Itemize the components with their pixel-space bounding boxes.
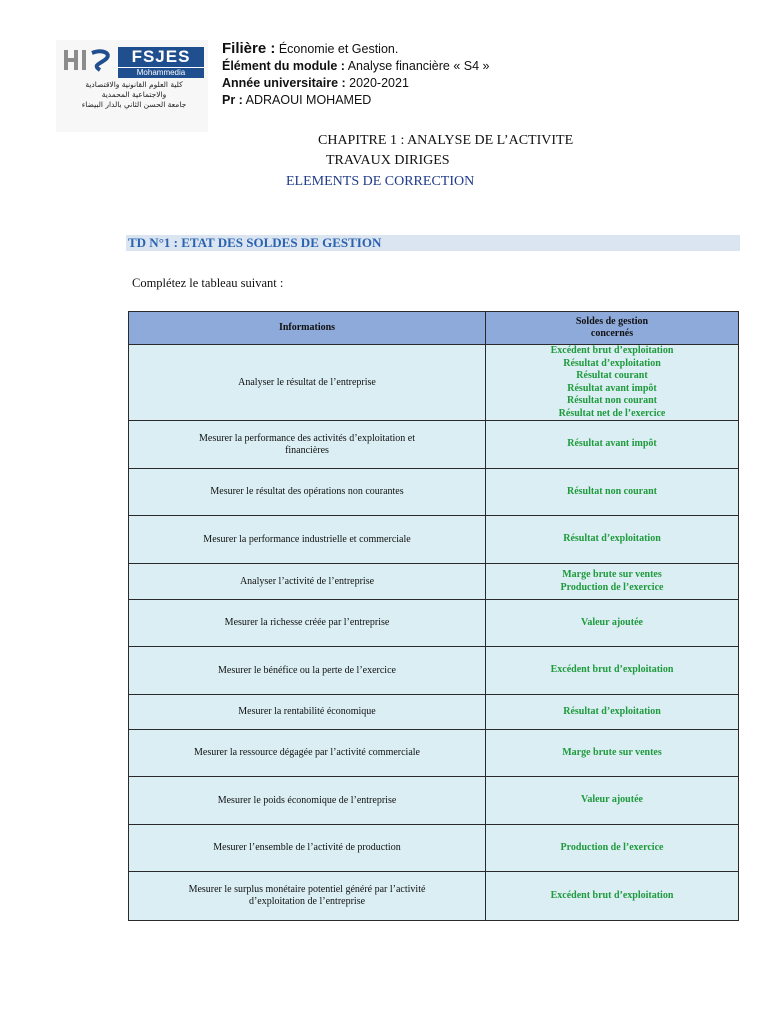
table-row xyxy=(129,695,739,730)
module-row xyxy=(222,58,489,75)
logo-arabic-line: كلية العلوم القانونية والاقتصادية xyxy=(85,80,183,89)
td-heading: TD N°1 : ETAT DES SOLDES DE GESTION xyxy=(126,235,740,251)
table-row xyxy=(129,600,739,647)
soldes-cell xyxy=(486,825,739,872)
solde-item: Résultat avant impôt xyxy=(567,382,657,394)
module-label: Élément du module : xyxy=(222,59,345,73)
table-row xyxy=(129,345,739,421)
solde-item: Production de l’exercice xyxy=(560,841,664,853)
info-text: Mesurer la rentabilité économique xyxy=(238,706,376,717)
table-row xyxy=(129,872,739,921)
solde-item: Résultat d’exploitation xyxy=(563,357,661,369)
logo-brand-text: FSJES xyxy=(118,47,204,67)
info-text: Mesurer la performance des activités d’exploitation et financières xyxy=(198,432,416,456)
info-text: Mesurer le bénéfice ou la perte de l’exercice xyxy=(218,664,396,676)
table-body xyxy=(129,345,739,921)
table-row xyxy=(129,647,739,695)
annee-value: 2020-2021 xyxy=(345,76,409,90)
logo-arabic-text xyxy=(64,80,204,110)
solde-item: Excédent brut d’exploitation xyxy=(550,889,674,901)
soldes-cell xyxy=(486,872,739,921)
professor-value: ADRAOUI MOHAMED xyxy=(242,93,372,107)
correction-title: ELEMENTS DE CORRECTION xyxy=(286,174,475,189)
soldes-cell xyxy=(486,516,739,564)
info-cell xyxy=(129,825,486,872)
course-info xyxy=(222,40,489,109)
info-cell xyxy=(129,730,486,777)
university-emblem-icon xyxy=(62,47,114,73)
solde-item: Marge brute sur ventes xyxy=(562,569,662,580)
info-text: Mesurer le surplus monétaire potentiel généré par l’activité d’exploitation de l’entreprise xyxy=(188,884,426,907)
soldes-cell xyxy=(486,421,739,469)
info-cell xyxy=(129,777,486,825)
filiere-row xyxy=(222,40,489,58)
document-subtitle: TRAVAUX DIRIGES xyxy=(326,153,450,168)
info-text: Mesurer la richesse créée par l’entreprise xyxy=(224,617,390,628)
table-row xyxy=(129,564,739,600)
chapter-title: CHAPITRE 1 : ANALYSE DE L’ACTIVITE xyxy=(318,133,574,148)
solde-item: Production de l’exercice xyxy=(560,581,664,593)
table-row xyxy=(129,469,739,516)
professor-row xyxy=(222,92,489,109)
solde-item: Résultat net de l’exercice xyxy=(558,407,666,419)
info-cell xyxy=(129,600,486,647)
filiere-label: Filière : xyxy=(222,40,276,57)
table-row xyxy=(129,516,739,564)
soldes-cell xyxy=(486,647,739,695)
info-text: Mesurer la performance industrielle et commerciale xyxy=(203,533,411,545)
solde-item: Valeur ajoutée xyxy=(581,794,643,806)
info-cell xyxy=(129,345,486,421)
soldes-cell xyxy=(486,600,739,647)
info-text: Analyser le résultat de l’entreprise xyxy=(238,376,376,388)
university-logo xyxy=(56,40,208,132)
soldes-cell xyxy=(486,564,739,600)
professor-label: Pr : xyxy=(222,93,243,107)
table-row xyxy=(129,777,739,825)
logo-arabic-line: والاجتماعية المحمدية xyxy=(101,90,167,99)
soldes-cell xyxy=(486,469,739,516)
filiere-value: Économie et Gestion. xyxy=(275,42,399,56)
table-row xyxy=(129,730,739,777)
info-cell xyxy=(129,516,486,564)
table-header-row xyxy=(129,312,739,345)
soldes-cell xyxy=(486,695,739,730)
solde-item: Résultat d’exploitation xyxy=(563,533,661,545)
info-cell xyxy=(129,421,486,469)
info-cell xyxy=(129,647,486,695)
info-cell xyxy=(129,695,486,730)
info-cell xyxy=(129,872,486,921)
annee-label: Année universitaire : xyxy=(222,76,346,90)
info-text: Mesurer le résultat des opérations non courantes xyxy=(210,486,404,497)
info-cell xyxy=(129,469,486,516)
info-text: Mesurer la ressource dégagée par l’activité commerciale xyxy=(194,747,420,758)
solde-item: Résultat d’exploitation xyxy=(563,705,661,717)
soldes-table xyxy=(128,311,739,921)
logo-arabic-line: جامعة الحسن الثاني بالدار البيضاء xyxy=(81,100,187,109)
info-text: Analyser l’activité de l’entreprise xyxy=(239,575,375,587)
solde-item: Résultat courant xyxy=(576,370,648,381)
header-soldes-label: Soldes de gestion concernés xyxy=(575,316,649,339)
soldes-cell xyxy=(486,345,739,421)
soldes-cell xyxy=(486,730,739,777)
table-row xyxy=(129,825,739,872)
annee-row xyxy=(222,75,489,92)
soldes-cell xyxy=(486,777,739,825)
header-informations: Informations xyxy=(129,312,486,345)
solde-item: Excédent brut d’exploitation xyxy=(550,664,674,676)
solde-item: Valeur ajoutée xyxy=(581,616,643,628)
info-text: Mesurer le poids économique de l’entreprise xyxy=(217,794,397,806)
table-row xyxy=(129,421,739,469)
instruction-text: Complétez le tableau suivant : xyxy=(132,276,284,290)
info-text: Mesurer l’ensemble de l’activité de production xyxy=(213,842,401,853)
solde-item: Excédent brut d’exploitation xyxy=(550,345,674,356)
solde-item: Résultat non courant xyxy=(566,485,657,497)
info-cell xyxy=(129,564,486,600)
logo-city-text: Mohammedia xyxy=(118,67,204,78)
header-soldes xyxy=(486,312,739,345)
solde-item: Résultat non courant xyxy=(566,395,657,406)
solde-item: Résultat avant impôt xyxy=(567,438,657,450)
module-value: Analyse financière « S4 » xyxy=(344,59,490,73)
solde-item: Marge brute sur ventes xyxy=(562,746,662,758)
